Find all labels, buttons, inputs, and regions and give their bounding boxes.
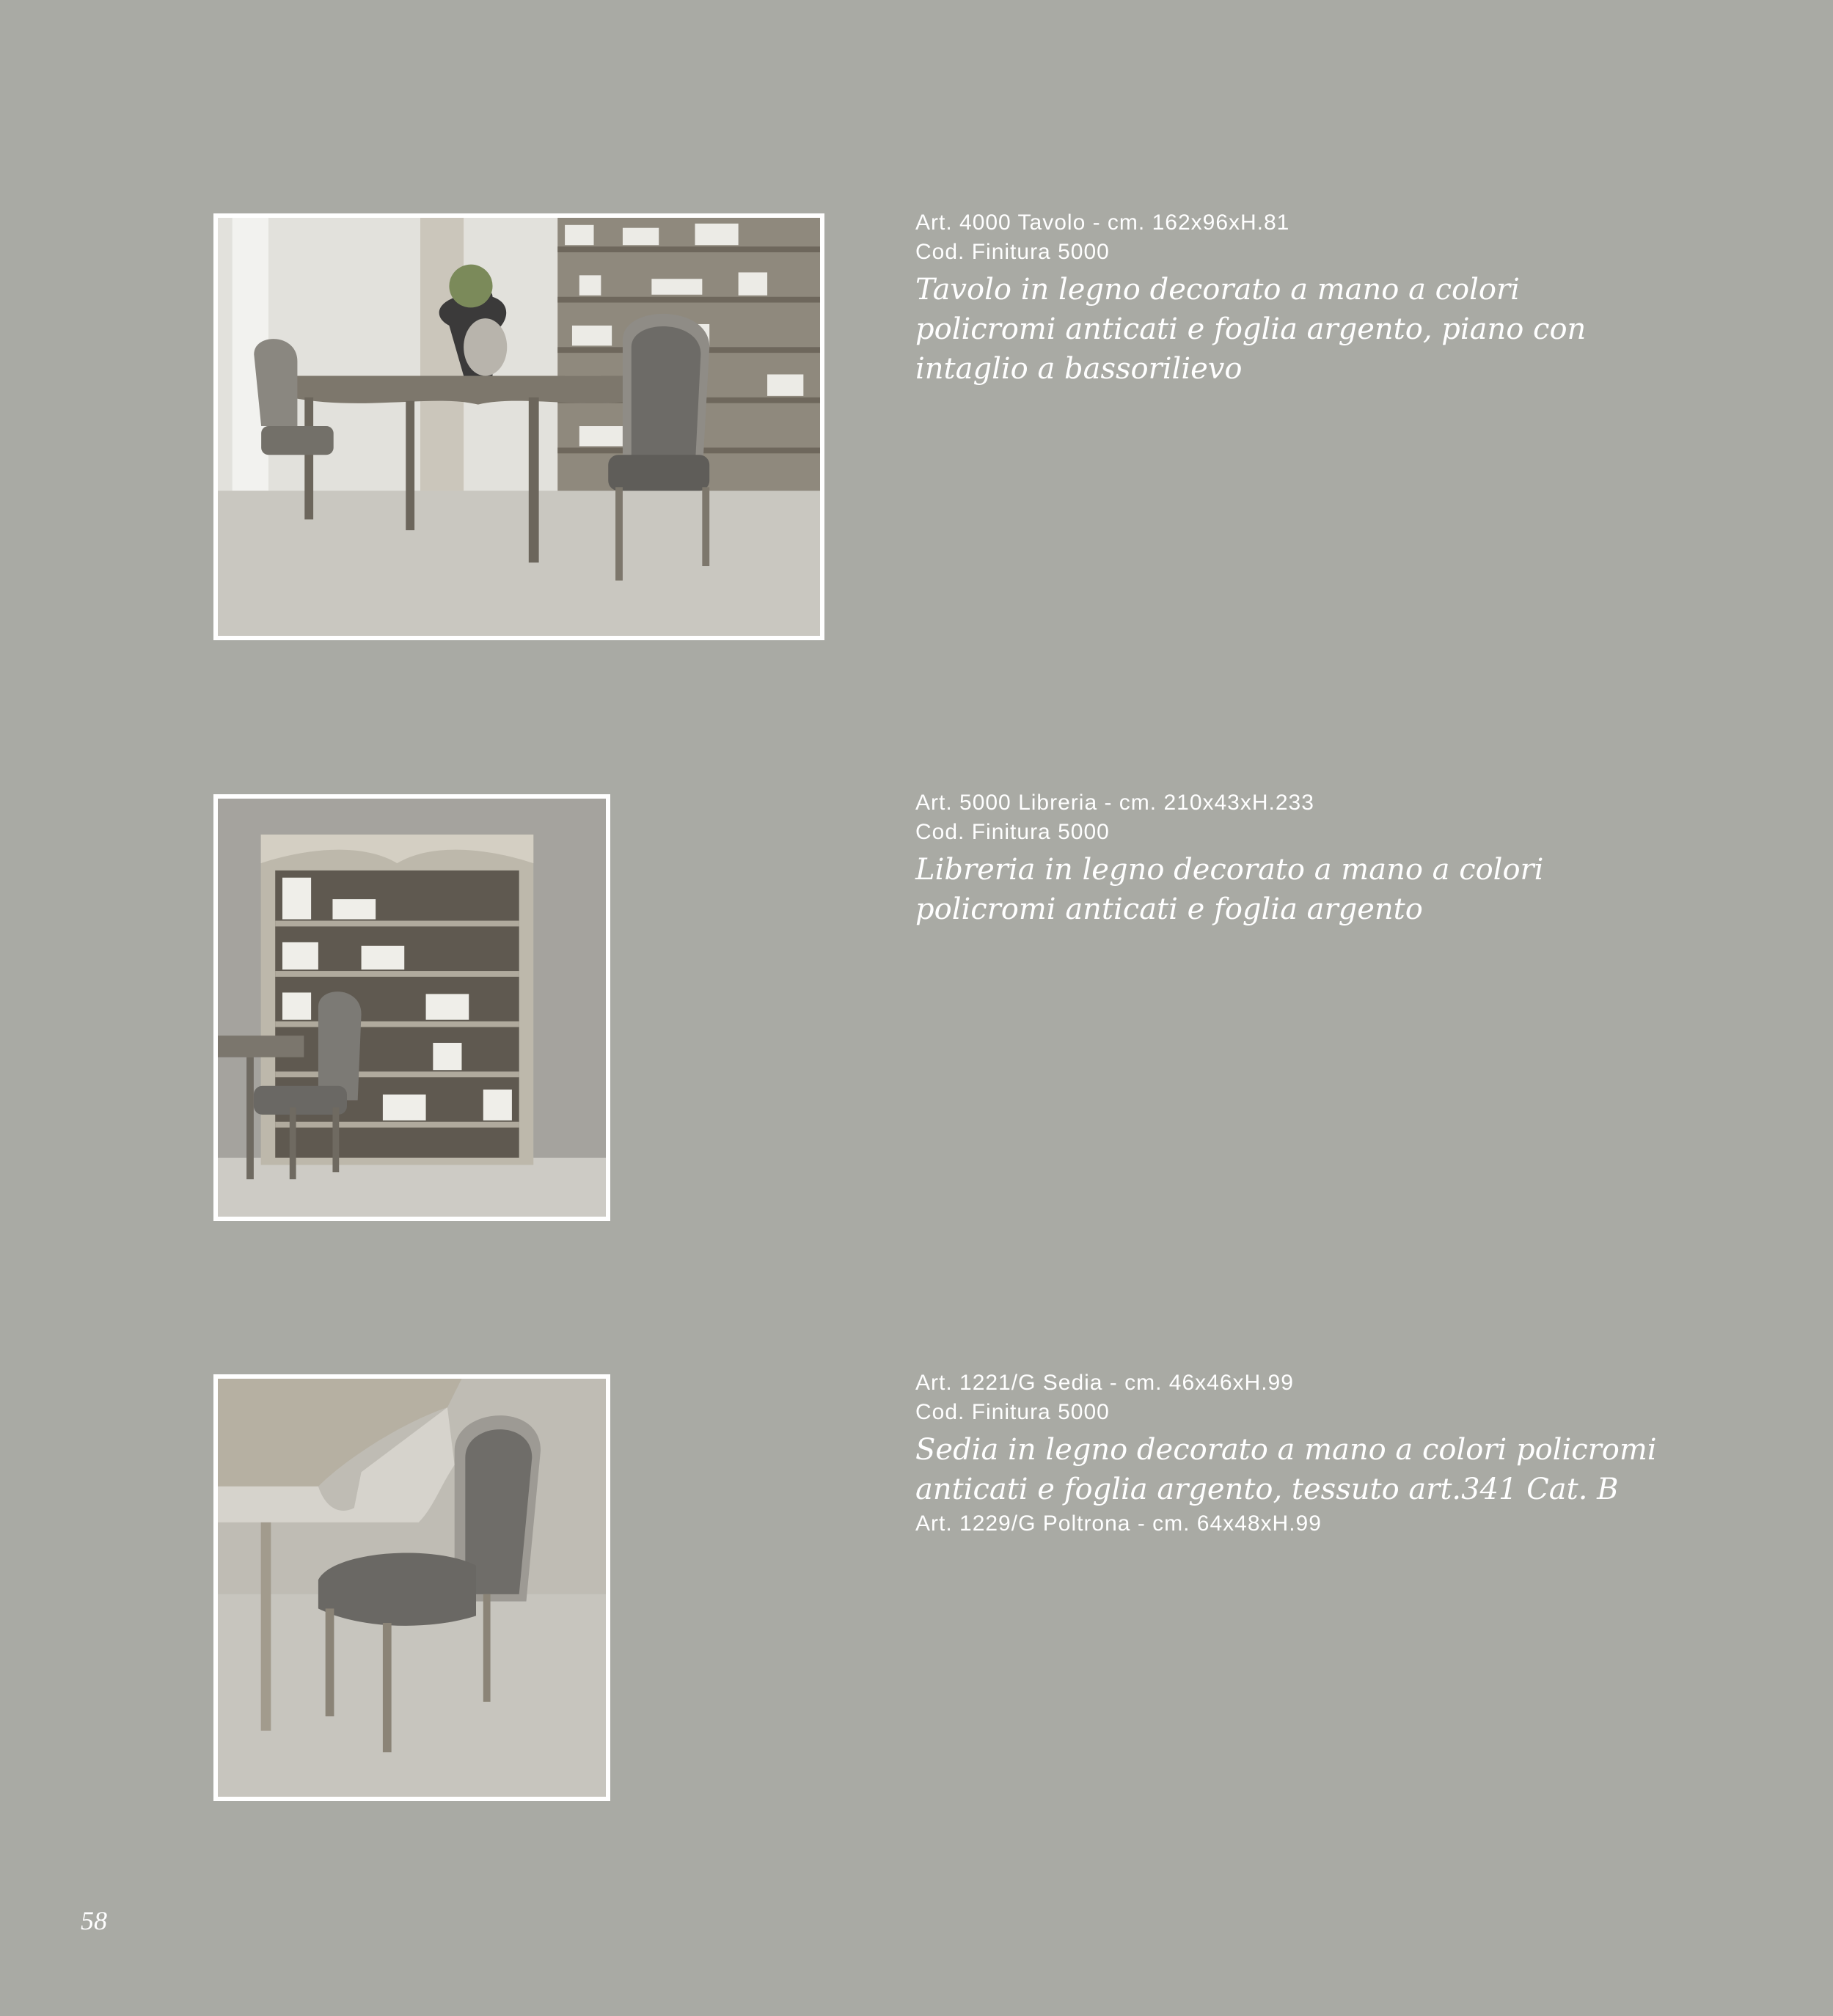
product-description: Sedia in legno decorato a mano a colori policromi anticati e foglia argento, tessuto art.341 Cat. B — [915, 1433, 1657, 1506]
product-finish-code: Cod. Finitura 5000 — [915, 240, 1110, 264]
product-spec-armchair: Art. 1229/G Poltrona - cm. 64x48xH.99 — [915, 1511, 1322, 1536]
bookcase-scene-image — [218, 799, 606, 1217]
product-photo-table — [213, 213, 824, 640]
product-photo-chair — [213, 1374, 610, 1801]
product-spec: Art. 4000 Tavolo - cm. 162x96xH.81 — [915, 210, 1290, 235]
product-finish-code: Cod. Finitura 5000 — [915, 1400, 1110, 1424]
product-info-chair — [915, 1368, 1664, 1539]
product-description: Libreria in legno decorato a mano a colori policromi anticati e foglia argento — [915, 853, 1544, 926]
page-number: 58 — [81, 1906, 107, 1935]
table-scene-image — [218, 218, 820, 636]
product-finish-code: Cod. Finitura 5000 — [915, 820, 1110, 844]
product-info-table — [915, 208, 1664, 389]
product-info-bookcase — [915, 788, 1664, 929]
product-spec: Art. 5000 Libreria - cm. 210x43xH.233 — [915, 791, 1314, 815]
product-spec: Art. 1221/G Sedia - cm. 46x46xH.99 — [915, 1371, 1294, 1395]
chair-scene-image — [218, 1379, 606, 1797]
product-description: Tavolo in legno decorato a mano a colori policromi anticati e foglia argento, piano con intaglio a bassorilievo — [915, 273, 1587, 386]
product-photo-bookcase — [213, 794, 610, 1221]
